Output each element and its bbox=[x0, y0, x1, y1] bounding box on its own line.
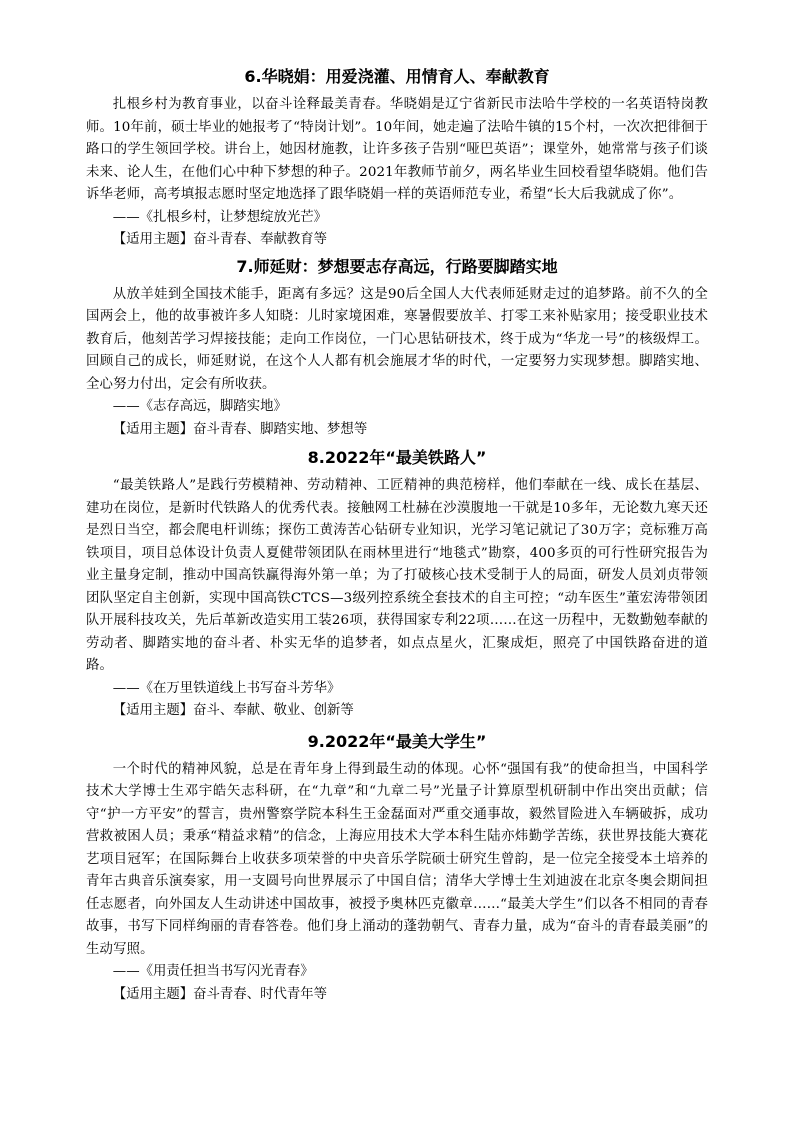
section-source: ——《用责任担当书写闪光青春》 bbox=[112, 964, 314, 979]
section-college-students bbox=[86, 731, 708, 1007]
section-railway-people bbox=[86, 447, 708, 723]
section-title: 9.2022年“最美大学生” bbox=[307, 731, 487, 751]
section-source: ——《志存高远，脚踏实地》 bbox=[112, 399, 287, 414]
section-body: “最美铁路人”是践行劳模精神、劳动精神、工匠精神的典范榜样，他们奉献在一线、成长在基层、建功在岗位，是新时代铁路人的优秀代表。接触网工杜赫在沙漠腹地一干就是10多年，无论数九寒天还是烈日当空，都会爬电杆训练；探伤工黄涛苦心钻研专业知识，光学习笔记就记了30万字；竞标雅万高铁项目，项目总体设计负责人夏健带领团队在雨林里进行“地毯式”勘察，400多页的可行性研究报告为业主量身定制，推动中国高铁赢得海外第一单；为了打破核心技术受制于人的局面，研发人员刘贞带领团队坚定自主创新，实现中国高铁CTCS—3级列控系统全套技术的自主可控；“动车医生”董宏涛带领团队开展科技攻关，先后革新改造实用工装26项，获得国家专利22项……在这一历程中，无数勤勉奉献的劳动者、脚踏实地的奋斗者、朴实无华的追梦者，如点点星火，汇聚成炬，照亮了中国铁路奋进的道路。 bbox=[86, 478, 708, 673]
section-topic: 【适用主题】奋斗青春、时代青年等 bbox=[112, 986, 328, 1002]
document-page bbox=[86, 66, 708, 1006]
section-title: 6.华晓娟：用爱浇灌、用情育人、奉献教育 bbox=[244, 67, 550, 86]
section-hua-xiaojuan bbox=[86, 66, 708, 252]
section-source: ——《在万里铁道线上书写奋斗芳华》 bbox=[112, 680, 341, 696]
section-title: 8.2022年“最美铁路人” bbox=[307, 448, 487, 467]
section-topic: 【适用主题】奋斗青春、奉献教育等 bbox=[112, 232, 328, 247]
section-body: 从放羊娃到全国技术能手，距离有多远？这是90后全国人大代表师延财走过的追梦路。前不久的全国两会上，他的故事被许多人知晓：儿时家境困难，寒暑假要放羊、打零工来补贴家用；接受职业技术教育后，他刻苦学习焊接技能；走向工作岗位，一门心思钻研技术，终于成为“华龙一号”的核级焊工。回顾自己的成长，师延财说，在这个人人都有机会施展才华的时代，一定要努力实现梦想。脚踏实地、全心努力付出，定会有所收获。 bbox=[86, 286, 708, 392]
section-source: ——《扎根乡村，让梦想绽放光芒》 bbox=[112, 209, 328, 225]
section-shi-yancai bbox=[86, 256, 708, 442]
section-body: 扎根乡村为教育事业，以奋斗诠释最美青春。华晓娟是辽宁省新民市法哈牛学校的一名英语特岗教师。10年前，硕士毕业的她报考了“特岗计划”。10年间，她走遍了法哈牛镇的15个村，一次次把徘徊于路口的学生领回学校。讲台上，她因材施教，让许多孩子告别“哑巴英语”；课堂外，她常常与孩子们谈未来、论人生，在他们心中种下梦想的种子。2021年教师节前夕，两名毕业生回校看望华晓娟。他们告诉华老师，高考填报志愿时坚定地选择了跟华晓娟一样的英语师范专业，希望“长大后我就成了你”。 bbox=[86, 97, 708, 202]
section-topic: 【适用主题】奋斗青春、脚踏实地、梦想等 bbox=[112, 421, 368, 437]
section-body: 一个时代的精神风貌，总是在青年身上得到最生动的体现。心怀“强国有我”的使命担当，中国科学技术大学博士生邓宇皓矢志科研，在“九章”和“九章二号”光量子计算原型机研制中作出突出贡献；信守“护一方平安”的誓言，贵州警察学院本科生王金磊面对严重交通事故，毅然冒险进入车辆破拆，成功营救被困人员；秉承“精益求精”的信念，上海应用技术大学本科生陆亦炜勤学苦练，获世界技能大赛花艺项目冠军；在国际舞台上收获多项荣誉的中央音乐学院硕士研究生曾韵，是一位完全接受本土培养的青年古典音乐演奏家，用一支圆号向世界展示了中国自信；清华大学博士生刘迪波在北京冬奥会期间担任志愿者，向外国友人生动讲述中国故事，被授予奥林匹克徽章……“最美大学生”们以各不相同的青春故事，书写下同样绚丽的青春答卷。他们身上涌动的蓬勃朝气、青春力量，成为“奋斗的青春最美丽”的生动写照。 bbox=[86, 761, 708, 957]
section-topic: 【适用主题】奋斗、奉献、敬业、创新等 bbox=[112, 703, 354, 718]
section-title: 7.师延财：梦想要志存高远，行路要脚踏实地 bbox=[236, 256, 558, 276]
